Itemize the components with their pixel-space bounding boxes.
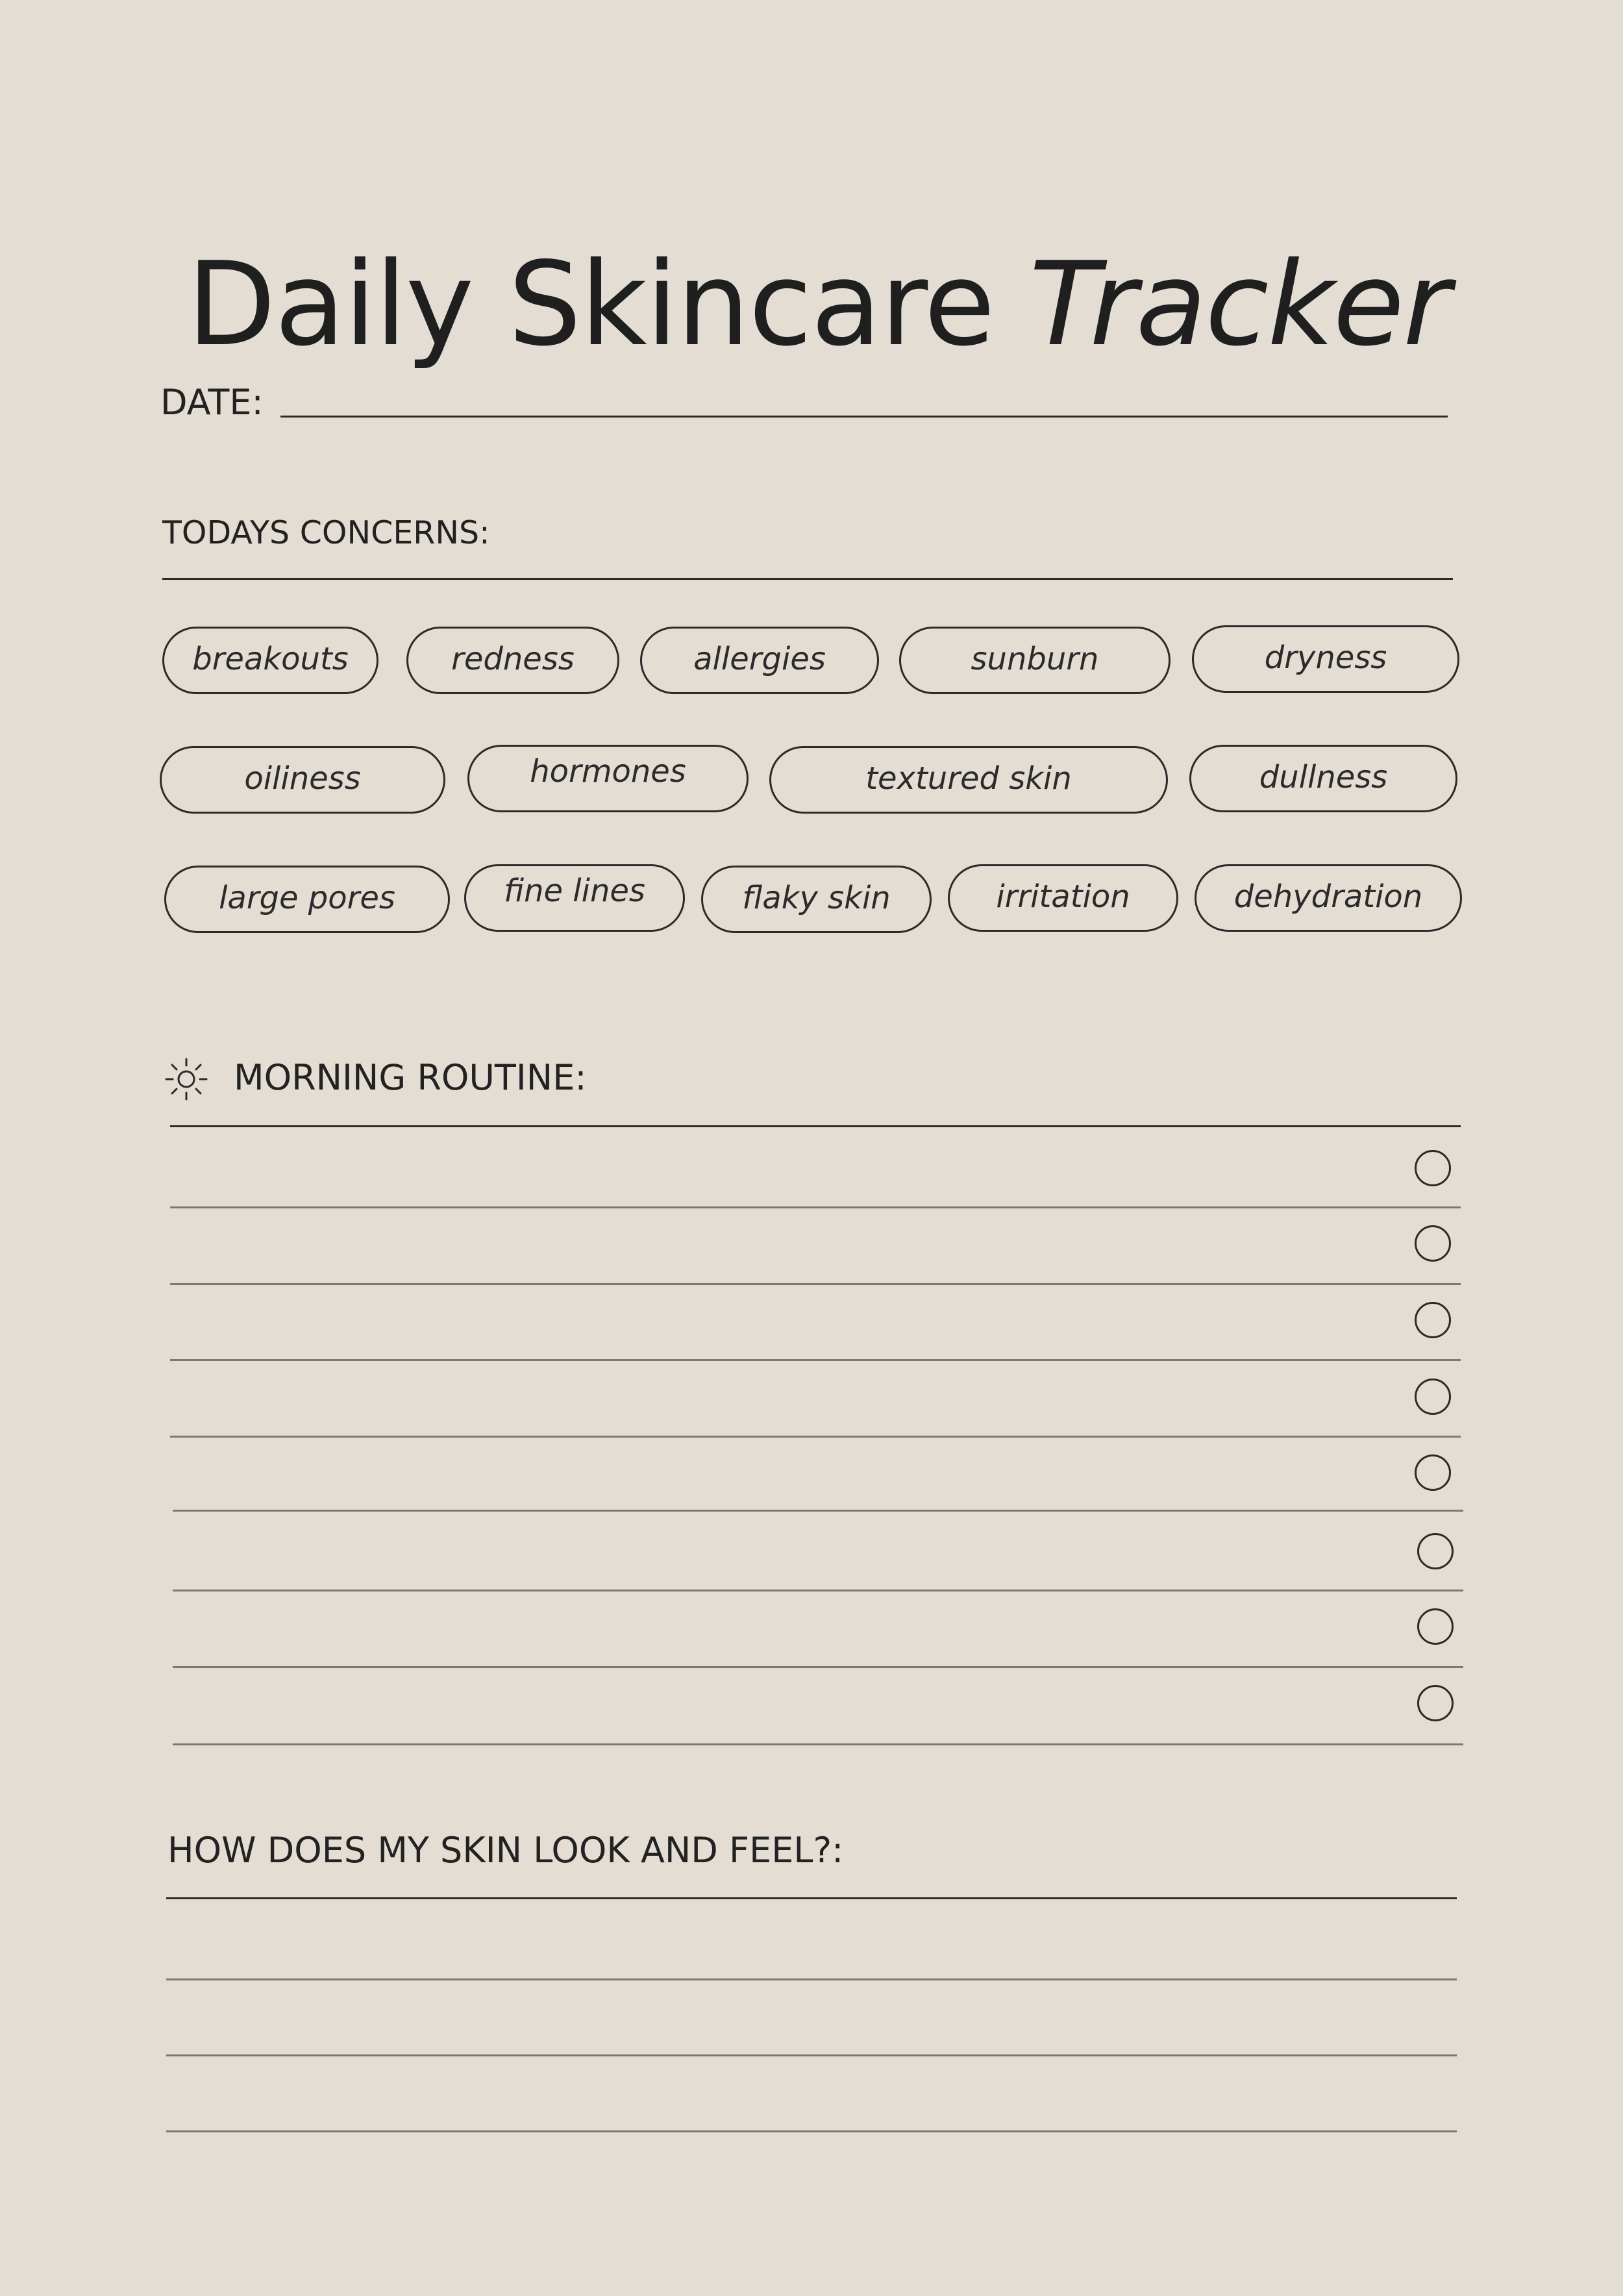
note-line[interactable] <box>166 2130 1457 2132</box>
checkbox-circle[interactable] <box>1417 1608 1454 1645</box>
concern-pill[interactable]: hormones <box>467 745 749 812</box>
concern-pill[interactable]: irritation <box>948 864 1178 932</box>
note-line[interactable] <box>166 2054 1457 2056</box>
routine-line[interactable] <box>173 1510 1463 1512</box>
concern-pill[interactable]: textured skin <box>769 746 1168 814</box>
routine-line[interactable] <box>173 1666 1463 1668</box>
concerns-label: TODAYS CONCERNS: <box>162 514 490 551</box>
checkbox-circle[interactable] <box>1417 1533 1454 1569</box>
sun-icon <box>164 1056 209 1102</box>
date-label: DATE: <box>160 382 264 423</box>
note-line[interactable] <box>166 1978 1457 1980</box>
routine-line[interactable] <box>170 1359 1461 1361</box>
concerns-divider <box>162 578 1453 580</box>
title-emphasis: Tracker <box>1029 237 1450 372</box>
concern-pill[interactable]: sunburn <box>899 627 1171 694</box>
checkbox-circle[interactable] <box>1415 1225 1451 1262</box>
routine-line[interactable] <box>173 1590 1463 1591</box>
routine-line[interactable] <box>170 1436 1461 1438</box>
routine-line[interactable] <box>173 1743 1463 1745</box>
checkbox-circle[interactable] <box>1415 1454 1451 1491</box>
morning-routine-divider <box>170 1125 1461 1127</box>
concern-pill[interactable]: fine lines <box>464 864 685 932</box>
morning-routine-label: MORNING ROUTINE: <box>234 1057 587 1098</box>
title-main: Daily Skincare <box>186 237 994 372</box>
concern-pill[interactable]: flaky skin <box>701 866 932 933</box>
skin-feel-divider <box>166 1897 1457 1899</box>
concern-pill[interactable]: redness <box>406 627 619 694</box>
concern-pill[interactable]: dryness <box>1192 625 1459 693</box>
checkbox-circle[interactable] <box>1415 1379 1451 1415</box>
checkbox-circle[interactable] <box>1415 1302 1451 1338</box>
concern-pill[interactable]: oiliness <box>160 746 445 814</box>
skin-feel-label: HOW DOES MY SKIN LOOK AND FEEL?: <box>167 1830 844 1871</box>
concern-pill[interactable]: dehydration <box>1195 864 1462 932</box>
checkbox-circle[interactable] <box>1417 1685 1454 1721</box>
routine-line[interactable] <box>170 1283 1461 1285</box>
page-title <box>0 237 1623 372</box>
checkbox-circle[interactable] <box>1415 1150 1451 1186</box>
concern-pill[interactable]: breakouts <box>162 627 378 694</box>
date-field[interactable] <box>280 416 1448 418</box>
concern-pill[interactable]: large pores <box>164 866 450 933</box>
concern-pill[interactable]: dullness <box>1189 745 1457 812</box>
concern-pill[interactable]: allergies <box>640 627 879 694</box>
routine-line[interactable] <box>170 1206 1461 1208</box>
